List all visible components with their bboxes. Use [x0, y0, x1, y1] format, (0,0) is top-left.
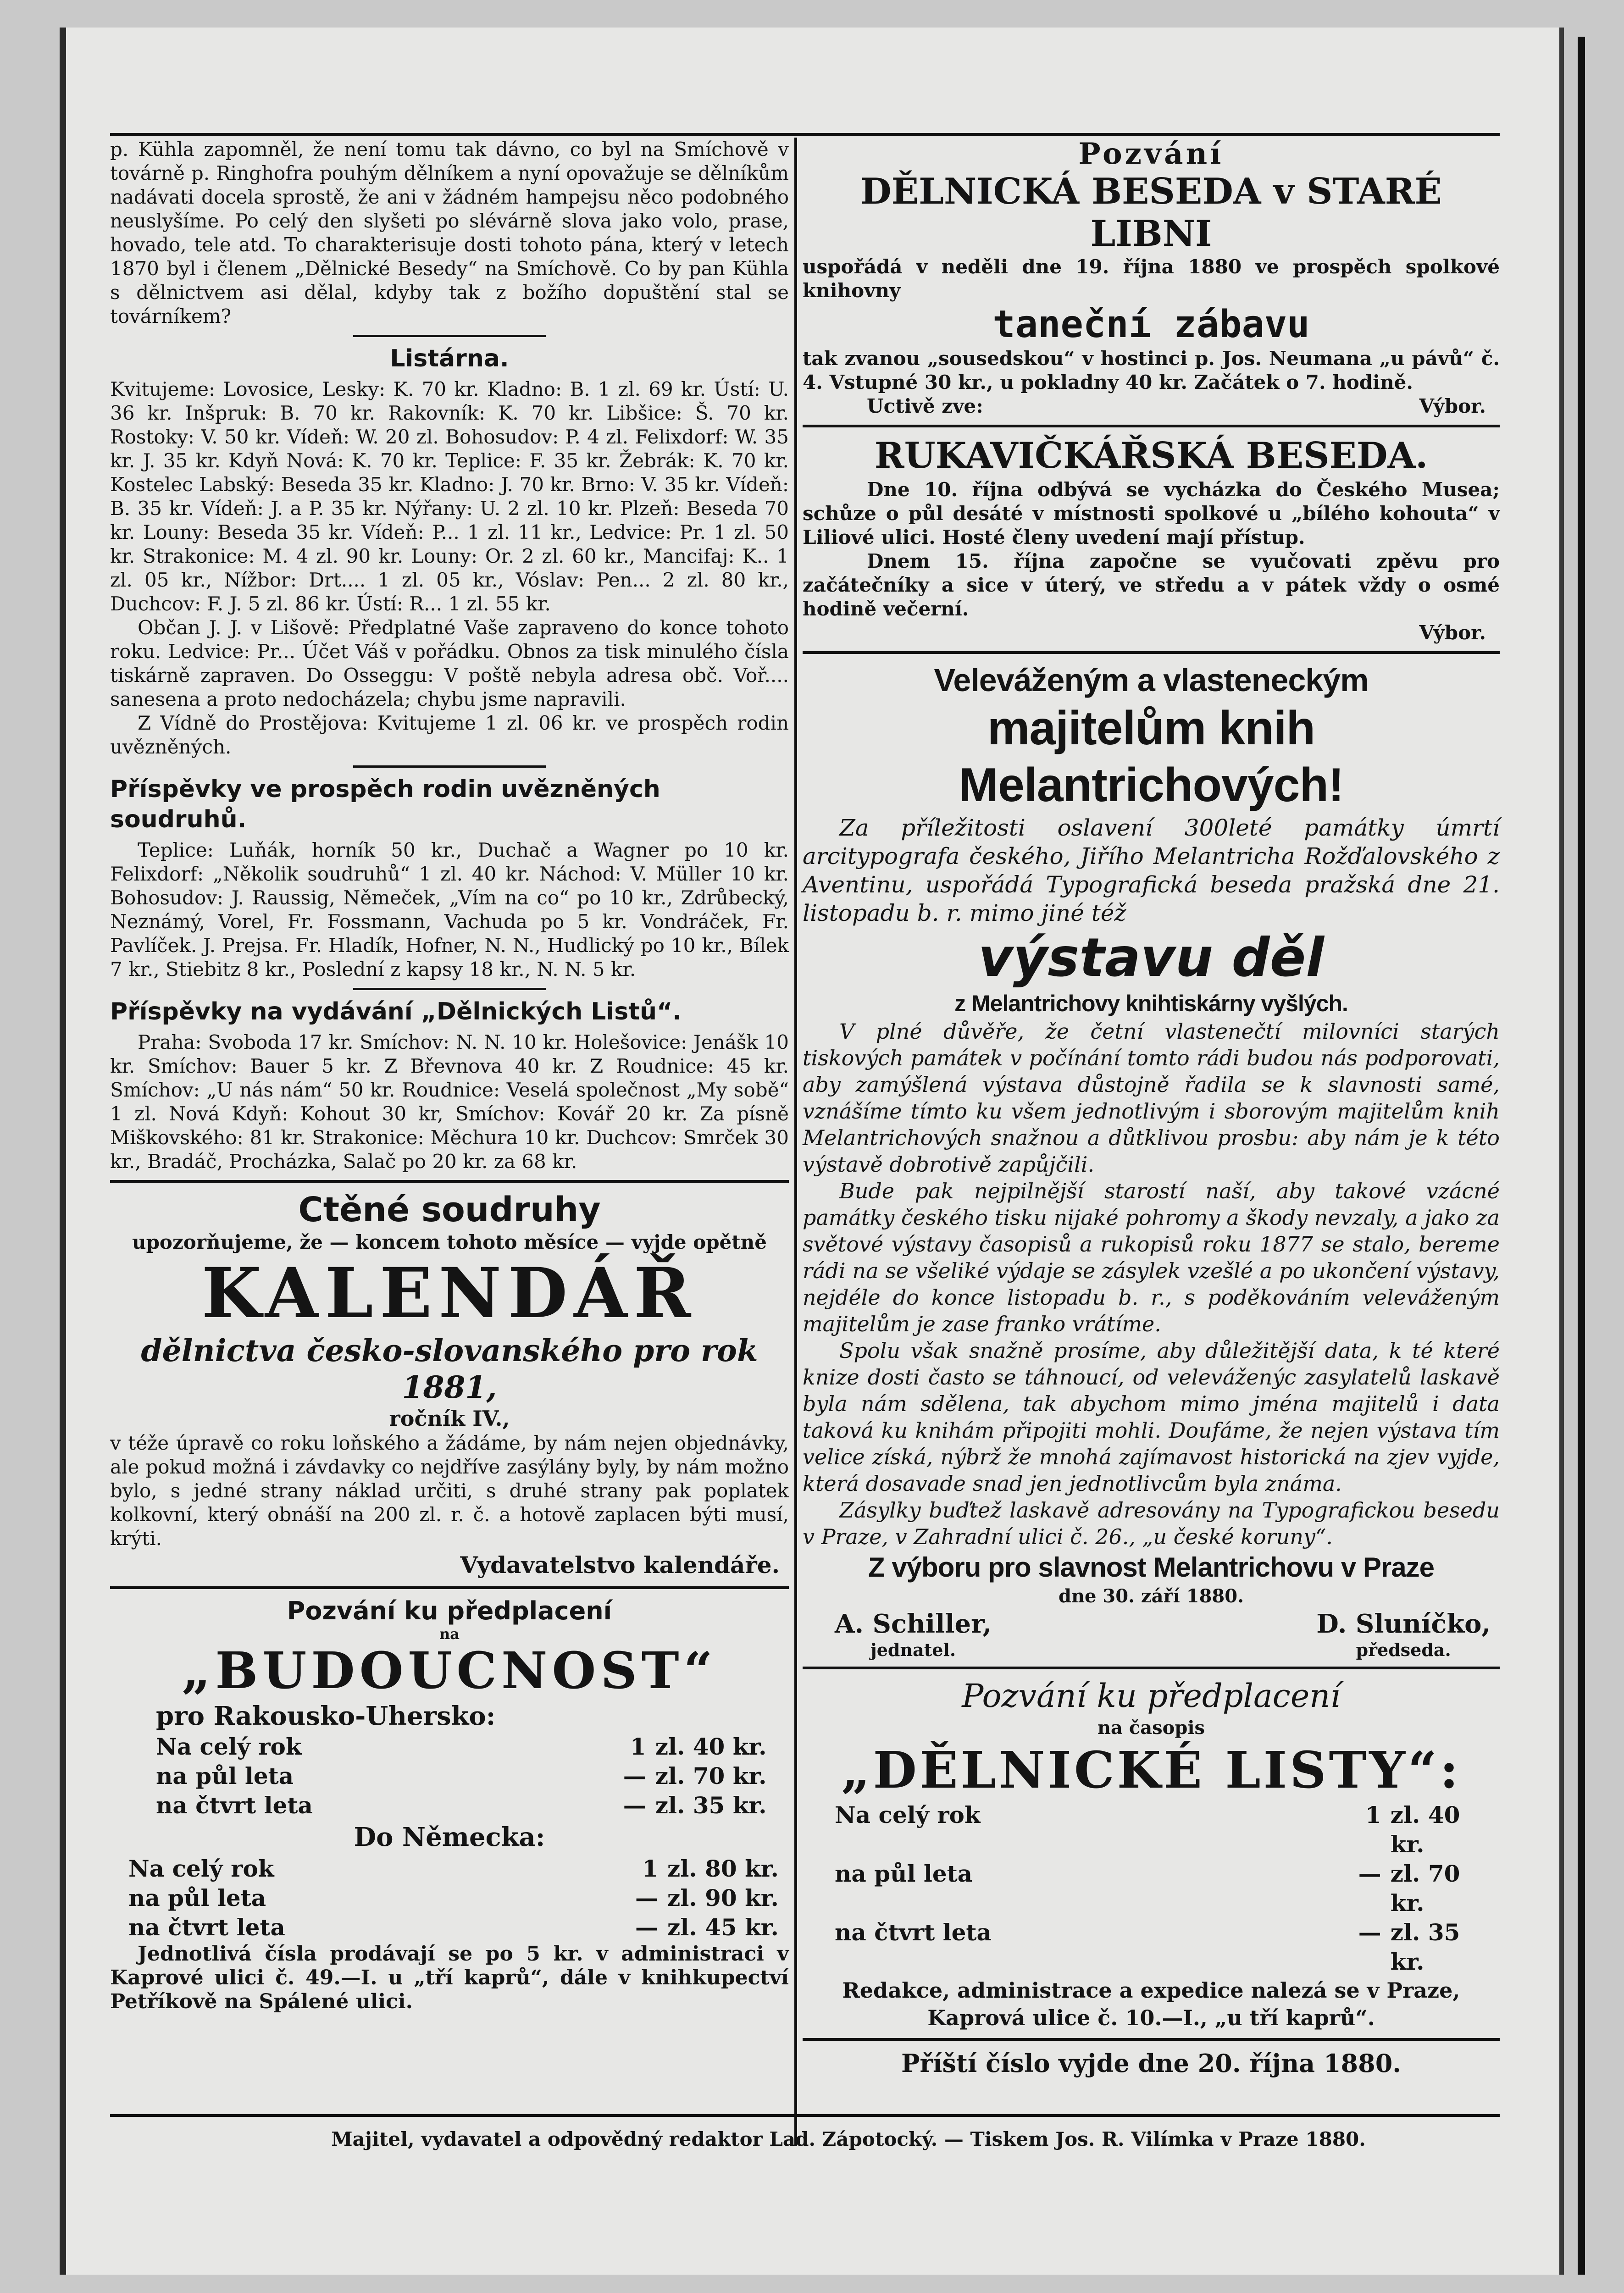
prispevky1-title: Příspěvky ve prospěch rodin uvězněných soudruhů.: [110, 775, 660, 833]
scan-edge-bar: [1578, 37, 1585, 2275]
rule: [353, 335, 546, 337]
melantrich-vystava: výstavu děl: [978, 927, 1325, 989]
nemecko-price-list: [110, 1854, 789, 1942]
listarna-paragraph-1: Kvitujeme: Lovosice, Lesky: K. 70 kr. Kladno: B. 1 zl. 69 kr. Ústí: U. 36 kr. Inšpruk: B. 70 kr. Rakovník: K. 70 kr. Libšice: Š. 70 kr. Rostoky: V. 50 kr. Vídeň: W. 20 zl. Bohosudov: P. 4 zl. Felixdorf: W. 35 kr. J. 35 kr. Kdyň Nová: K. 70 kr. Teplice: F. 35 kr. Žebrák: K. 70 kr. Kostelec Labský: Beseda 35 kr. Kladno: J. 70 kr. Brno: V. 35 kr. Vídeň: B. 35 kr. Vídeň: J. a P. 35 kr. Nýřany: U. 2 zl. 10 kr. Plzeň: Beseda 70 kr. Louny: Beseda 35 kr. Vídeň: P... 1 zl. 11 kr., Ledvice: Pr. 1 zl. 50 kr. Strakonice: M. 4 zl. 90 kr. Louny: Or. 2 zl. 60 kr., Mancifaj: K.. 1 zl. 05 kr., Nížbor: Drt.... 1 zl. 05 kr., Vóslav: Pen... 2 zl. 80 kr., Duchcov: F. J. 5 zl. 86 kr. Ústí: R... 1 zl. 55 kr.: [110, 378, 789, 615]
price-row: Na celý rok 1 zl. 80 kr.: [128, 1855, 779, 1882]
intro-paragraph: p. Kühla zapomněl, že není tomu tak dávno, co byl na Smíchově v továrně p. Ringhofra pouhým dělníkem a nyní opovažuje se dělníkům nadávati docela sprostě, že ani v žádném hampejsu něco podobného neuslyšíme. Po celý den slyšeti po slévárně slova jako volo, prase, hovado, tele atd. To charakterisuje dosti tohoto pána, který v letech 1870 byl i členem „Dělnické Besedy“ na Smíchově. Co by pan Kühla s dělnictvem asi dělal, kdyby tak z božího dopuštění stal se továrníkem?: [110, 138, 789, 327]
melantrich-heading-1: Veleváženým a vlasteneckým: [934, 662, 1369, 698]
rule: [110, 1180, 789, 1183]
budoucnost-price-list: [110, 1732, 789, 1820]
melantrich-paragraph-1: Za příležitosti oslavení 300leté památky úmrtí arcitypografa českého, Jiřího Melantricha Rožďalovského z Aventinu, uspořádá Typografická beseda pražská dne 21. listopadu b. r. mimo jiné též: [803, 814, 1500, 926]
rule: [353, 765, 546, 768]
beseda-title: DĚLNICKÁ BESEDA v STARÉ LIBNI: [860, 171, 1442, 255]
rule: [803, 425, 1500, 427]
signature-left: A. Schiller, jednatel.: [835, 1609, 992, 1660]
dl-title: „DĚLNICKÉ LISTY“:: [841, 1740, 1461, 1800]
pozvani-heading: Pozvání: [1078, 137, 1224, 171]
rule: [110, 1586, 789, 1589]
listarna-paragraph-3: Z Vídně do Prostějova: Kvitujeme 1 zl. 06 kr. ve prospěch rodin uvězněných.: [110, 712, 789, 758]
melantrich-paragraph-3: Bude pak nejpilnější starostí naší, aby takové vzácné památky českého tisku nijaké pohromy a škody nevzaly, a jako za světové výstavy časopisů a rukopisů roku 1877 se stalo, bereme rádi na se všeliké výdaje se zásylek vzešlé a po ukončení výstavy, nejdéle do konce listopadu b. r., s poděkováním veleváženým majitelům je zase franko vrátíme.: [803, 1179, 1500, 1336]
price-row: Na celý rok 1 zl. 40 kr.: [156, 1733, 767, 1760]
beseda-uctive: Uctivě zve:: [867, 395, 983, 417]
ctene-title: Ctěné soudruhy: [298, 1190, 601, 1230]
kalendar-text: v téže úpravě co roku loňského a žádáme, by nám nejen objednávky, ale pokud možná i závdavky co nejdříve zasýlány byly, by nám možno bylo, s jedné strany náklad určiti, s druhé strany pak poplatek kolkovní, který obnáší na 200 zl. r. č. a hotově zaplacen býti musí, krýti.: [110, 1432, 789, 1550]
beseda-event: taneční zábavu: [992, 303, 1310, 346]
budoucnost-na: na: [439, 1625, 460, 1643]
dl-footnote: Redakce, administrace a expedice nalezá se v Praze, Kaprová ulice č. 10.—I., „u tří kaprů“.: [842, 1978, 1460, 2030]
dl-invite: Pozvání ku předplacení: [962, 1677, 1341, 1715]
kalendar-signature: Vydavatelstvo kalendáře.: [460, 1551, 780, 1579]
melantrich-paragraph-2: V plné důvěře, že četní vlastenečtí milovníci starých tiskových památek v počínání tomto rádi budou nás podporovati, aby zamýšlená výstava důstojně řadila se k slavnosti samé, vznášíme tímto ku všem jednotlivým i sborovým majitelům knih Melantrichových snažnou a důtklivou prosbu: aby nám je k této výstavě dobrotivě zapůjčili.: [803, 1019, 1500, 1177]
kalendar-subtitle: dělnictva česko-slovanského pro rok 1881,: [141, 1333, 758, 1405]
nemecko-title: Do Německa:: [354, 1822, 545, 1852]
rukavickarska-paragraph-1: Dne 10. října odbývá se vycházka do Českého Musea; schůze o půl desáté v místnosti spolkové u „bílého kohouta“ v Liliové ulici. Hosté členy uvedení mají přístup.: [803, 478, 1500, 548]
melantrich-date: dne 30. září 1880.: [1058, 1585, 1244, 1607]
dl-price-list: [803, 1800, 1500, 1977]
column-divider: [794, 138, 797, 2146]
listarna-paragraph-2: Občan J. J. v Lišově: Předplatné Vaše zapraveno do konce tohoto roku. Ledvice: Pr... Účet Váš v pořádku. Obnos za tisk minulého čísla tiskárně zapraven. Do Osseggu: V poště nebyla adresa obč. Voř.... sanesena a proto nedocházela; chybu jsme napravili.: [110, 616, 789, 710]
prispevky1-text: Teplice: Luňák, horník 50 kr., Duchač a Wagner po 10 kr. Felixdorf: „Několik soudruhů“ 1 zl. 40 kr. Náchod: V. Müller 10 kr. Bohosudov: J. Raussig, Němeček, „Vím na co“ po 10 kr., Zdrůbecký, Neznámý, Vorel, Fr. Fossmann, Vachuda po 5 kr. Vondráček, Fr. Pavlíček. J. Prejsa. Fr. Hladík, Hofner, N. N., Hudlický po 10 kr., Bílek 7 kr., Stiebitz 8 kr., Poslední z kapsy 18 kr., N. N. 5 kr.: [110, 839, 789, 980]
kalendar-title: KALENDÁŘ: [201, 1253, 698, 1334]
budoucnost-pro: pro Rakousko-Uhersko:: [156, 1701, 496, 1731]
prispevky2-title: Příspěvky na vydávání „Dělnických Listů“.: [110, 998, 682, 1025]
signature-right: D. Sluníčko, předseda.: [1316, 1609, 1491, 1660]
rule: [803, 1667, 1500, 1669]
rukavickarska-title: RUKAVIČKÁŘSKÁ BESEDA.: [874, 435, 1428, 476]
rukavickarska-vybor: Výbor.: [1419, 621, 1486, 644]
rule: [803, 651, 1500, 654]
melantrich-heading-2: majitelům knih Melantrichových!: [959, 702, 1344, 812]
price-row: na čtvrt leta — zl. 35 kr.: [835, 1919, 1460, 1975]
beseda-text-1: uspořádá v neděli dne 19. října 1880 ve prospěch spolkové knihovny: [803, 255, 1500, 302]
ctene-line: upozorňujeme, že — koncem tohoto měsíce — vyjde opětně: [132, 1231, 767, 1253]
price-row: Na celý rok 1 zl. 40 kr.: [835, 1801, 1460, 1858]
melantrich-paragraph-4: Spolu však snažně prosíme, aby důležitější data, k té které knize dosti často se táhnoucí, od veleváženýc zasylatelů laskavě byla nám sdělena, tak abychom mimo jména majitelů i data taková ku knihám připojiti mohli. Doufáme, že nejen výstava tím velice získá, nýbrž že mnohá zajímavost historická na zjev vyjde, která dosavade snad jen jednotlivcům byla známa.: [803, 1338, 1500, 1496]
melantrich-signatures: [803, 1608, 1500, 1660]
melantrich-paragraph-5: Zásylky buďtež laskavě adresovány na Typografickou besedu v Praze, v Zahradní ulici č. 26., „u české koruny“.: [803, 1498, 1500, 1549]
listarna-title: Listárna.: [390, 345, 509, 372]
dl-na: na časopis: [1097, 1717, 1205, 1739]
rukavickarska-paragraph-2: Dnem 15. října započne se vyučovati zpěvu pro začátečníky a sice v úterý, ve středu a v pátek vždy o osmé hodině večerní.: [803, 550, 1500, 620]
beseda-text-2: tak zvanou „sousedskou“ v hostinci p. Jos. Neumana „u pávů“ č. 4. Vstupné 30 kr., u pokladny 40 kr. Začátek o 7. hodině.: [803, 347, 1500, 393]
bottom-rule: [110, 2114, 1500, 2117]
kalendar-rocnik: ročník IV.,: [389, 1406, 510, 1431]
dl-next-issue: Příští číslo vyjde dne 20. října 1880.: [901, 2049, 1402, 2078]
price-row: na půl leta — zl. 90 kr.: [128, 1884, 779, 1911]
melantrich-z: z Melantrichovy knihtiskárny vyšlých.: [954, 991, 1348, 1016]
budoucnost-title: „BUDOUCNOST“: [182, 1641, 717, 1700]
budoucnost-invite: Pozvání ku předplacení: [287, 1596, 612, 1625]
price-row: na čtvrt leta — zl. 35 kr.: [156, 1792, 767, 1819]
price-row: na půl leta — zl. 70 kr.: [835, 1860, 1460, 1916]
price-row: na půl leta — zl. 70 kr.: [156, 1762, 767, 1789]
imprint-footer: Majitel, vydavatel a odpovědný redaktor Lad. Zápotocký. — Tiskem Jos. R. Vilímka v Praze 1880.: [331, 2128, 1366, 2150]
right-column: [803, 138, 1500, 2079]
rule: [803, 2038, 1500, 2041]
melantrich-sign-title: Z výboru pro slavnost Melantrichovu v Praze: [868, 1552, 1434, 1583]
price-row: na čtvrt leta — zl. 45 kr.: [128, 1914, 779, 1941]
beseda-signoff: [803, 394, 1500, 418]
beseda-vybor: Výbor.: [1419, 395, 1486, 417]
rule: [353, 988, 546, 990]
left-column: [110, 138, 789, 2014]
budoucnost-footnote: Jednotlivá čísla prodávají se po 5 kr. v administraci v Kaprové ulici č. 49.—I. u „tří kaprů“, dále v knihkupectví Petříkově na Spálené ulici.: [110, 1942, 789, 2013]
top-rule: [110, 133, 1500, 136]
prispevky2-text: Praha: Svoboda 17 kr. Smíchov: N. N. 10 kr. Holešovice: Jenášk 10 kr. Smíchov: Bauer 5 kr. Z Břevnova 40 kr. Z Roudnice: 45 kr. Smíchov: „U nás nám“ 50 kr. Roudnice: Veselá společnost „My sobě“ 1 zl. Nová Kdyň: Kohout 30 kr, Smíchov: Kovář 20 kr. Za písně Miškovského: 81 kr. Strakonice: Měchura 10 kr. Duchcov: Smrček 30 kr., Bradáč, Procházka, Salač po 20 kr. za 68 kr.: [110, 1031, 789, 1173]
